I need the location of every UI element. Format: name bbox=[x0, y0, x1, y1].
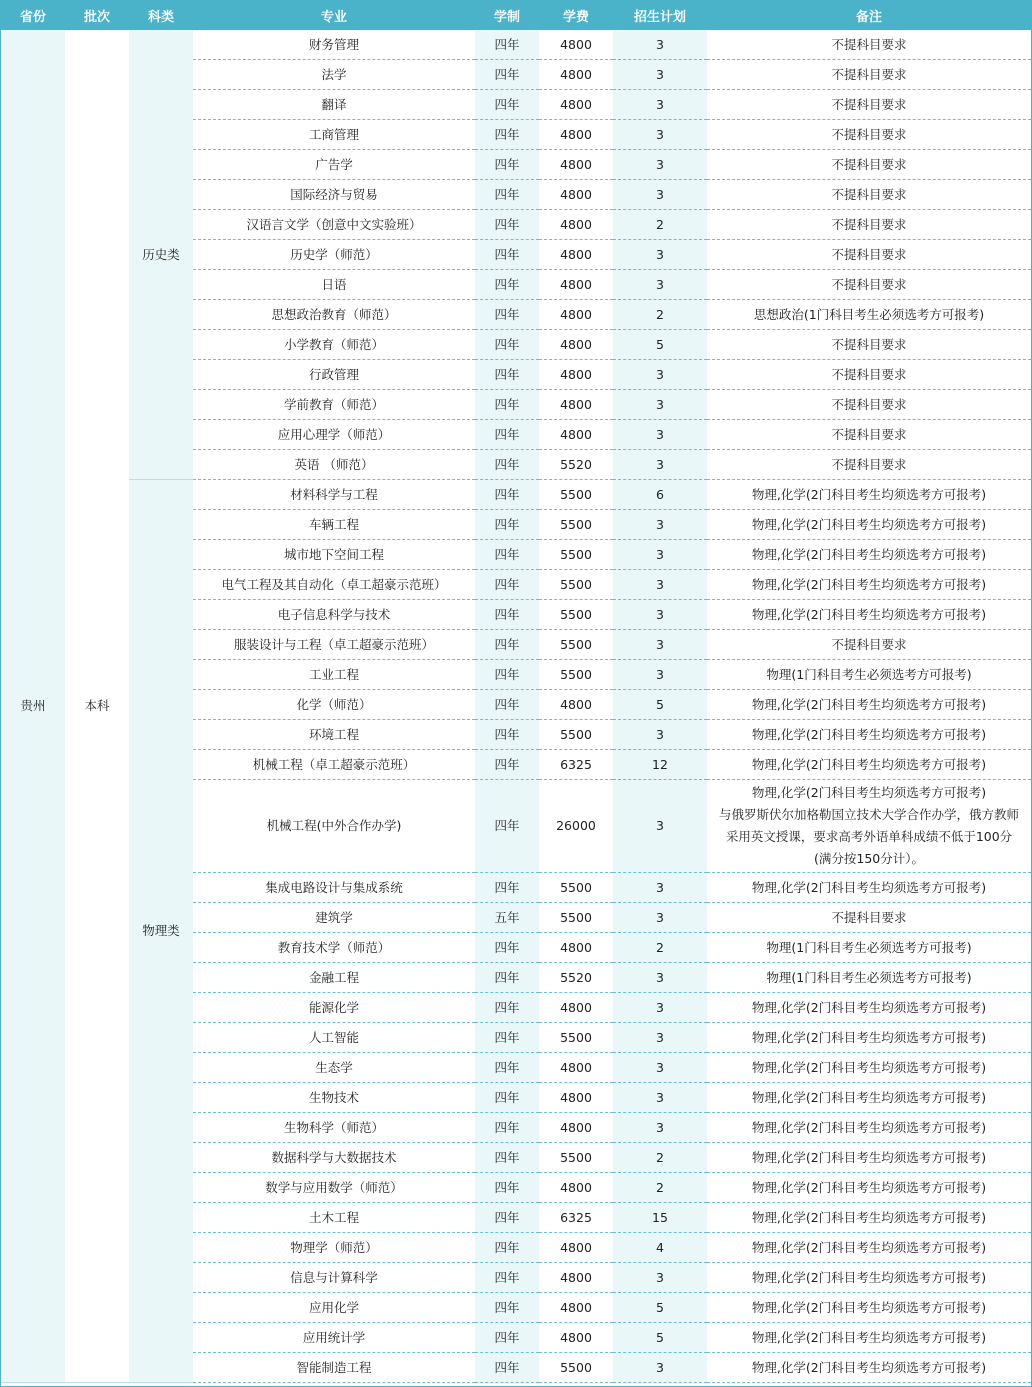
header-province: 省份 bbox=[1, 0, 65, 30]
tuition-cell: 4800 bbox=[539, 390, 613, 420]
remarks-cell bbox=[707, 540, 1031, 570]
plan-cell: 3 bbox=[613, 660, 707, 690]
major-cell: 金融工程 bbox=[193, 963, 475, 993]
plan-cell: 2 bbox=[613, 933, 707, 963]
remarks-cell bbox=[707, 963, 1031, 993]
header-major: 专业 bbox=[193, 0, 475, 30]
major-cell: 材料科学与工程 bbox=[193, 480, 475, 510]
major-cell: 应用统计学 bbox=[193, 1323, 475, 1353]
duration-cell: 四年 bbox=[475, 933, 539, 963]
plan-cell: 3 bbox=[613, 30, 707, 60]
major-cell: 物理学（师范） bbox=[193, 1233, 475, 1263]
major-cell: 翻译 bbox=[193, 90, 475, 120]
major-cell: 车辆工程 bbox=[193, 510, 475, 540]
tuition-cell: 5500 bbox=[539, 873, 613, 903]
tuition-cell: 4800 bbox=[539, 690, 613, 720]
plan-cell: 3 bbox=[613, 873, 707, 903]
plan-cell: 3 bbox=[613, 510, 707, 540]
plan-cell: 3 bbox=[613, 90, 707, 120]
plan-cell: 3 bbox=[613, 420, 707, 450]
duration-cell: 四年 bbox=[475, 60, 539, 90]
duration-cell: 四年 bbox=[475, 690, 539, 720]
major-cell: 生态学 bbox=[193, 1053, 475, 1083]
plan-cell: 3 bbox=[613, 450, 707, 480]
duration-cell: 四年 bbox=[475, 873, 539, 903]
tuition-cell: 6325 bbox=[539, 1203, 613, 1233]
remarks-line: 不提科目要求 bbox=[831, 156, 907, 172]
plan-cell: 3 bbox=[613, 120, 707, 150]
remarks-line: 物理,化学(2门科目考生均须选考方可报考) bbox=[751, 606, 987, 622]
major-cell: 英语 （师范） bbox=[193, 450, 475, 480]
tuition-cell: 5500 bbox=[539, 600, 613, 630]
category-cell: 历史类 bbox=[129, 30, 193, 480]
remarks-line: 物理,化学(2门科目考生均须选考方可报考) bbox=[751, 1299, 987, 1315]
duration-cell: 四年 bbox=[475, 540, 539, 570]
duration-cell: 四年 bbox=[475, 120, 539, 150]
major-cell: 能源化学 bbox=[193, 993, 475, 1023]
tuition-cell: 4800 bbox=[539, 1323, 613, 1353]
table-row bbox=[1, 480, 1031, 510]
tuition-cell: 4800 bbox=[539, 120, 613, 150]
duration-cell: 四年 bbox=[475, 450, 539, 480]
duration-cell: 四年 bbox=[475, 150, 539, 180]
plan-cell: 3 bbox=[613, 1113, 707, 1143]
plan-cell: 3 bbox=[613, 630, 707, 660]
duration-cell: 四年 bbox=[475, 780, 539, 873]
tuition-cell: 4800 bbox=[539, 270, 613, 300]
plan-cell: 5 bbox=[613, 1293, 707, 1323]
plan-cell: 3 bbox=[613, 600, 707, 630]
remarks-cell bbox=[707, 1023, 1031, 1053]
remarks-line: 物理(1门科目考生必须选考方可报考) bbox=[766, 666, 972, 682]
category-cell: 物理类 bbox=[129, 480, 193, 1383]
duration-cell: 四年 bbox=[475, 210, 539, 240]
remarks-line: 物理,化学(2门科目考生均须选考方可报考) bbox=[751, 999, 987, 1015]
plan-cell: 15 bbox=[613, 1203, 707, 1233]
tuition-cell: 5500 bbox=[539, 903, 613, 933]
tuition-cell: 4800 bbox=[539, 993, 613, 1023]
remarks-line: 物理,化学(2门科目考生均须选考方可报考) bbox=[751, 1149, 987, 1165]
plan-cell: 5 bbox=[613, 690, 707, 720]
duration-cell: 四年 bbox=[475, 420, 539, 450]
province-cell: 贵州 bbox=[1, 30, 65, 1383]
major-cell: 土木工程 bbox=[193, 1203, 475, 1233]
major-cell: 机械工程(中外合作办学) bbox=[193, 780, 475, 873]
remarks-cell bbox=[707, 660, 1031, 690]
major-cell: 法学 bbox=[193, 60, 475, 90]
remarks-line: 物理,化学(2门科目考生均须选考方可报考) bbox=[751, 785, 987, 800]
major-cell: 信息与计算科学 bbox=[193, 1263, 475, 1293]
duration-cell: 四年 bbox=[475, 1203, 539, 1233]
duration-cell: 四年 bbox=[475, 1293, 539, 1323]
duration-cell: 四年 bbox=[475, 750, 539, 780]
plan-cell: 3 bbox=[613, 60, 707, 90]
remarks-cell bbox=[707, 690, 1031, 720]
plan-cell: 3 bbox=[613, 903, 707, 933]
tuition-cell: 26000 bbox=[539, 780, 613, 873]
major-cell: 机械工程（卓工超豪示范班） bbox=[193, 750, 475, 780]
major-cell: 小学教育（师范） bbox=[193, 330, 475, 360]
table-row bbox=[1, 30, 1031, 60]
remarks-line: 物理,化学(2门科目考生均须选考方可报考) bbox=[751, 696, 987, 712]
remarks-cell bbox=[707, 600, 1031, 630]
plan-cell: 2 bbox=[613, 1173, 707, 1203]
major-cell: 应用化学 bbox=[193, 1293, 475, 1323]
major-cell: 工商管理 bbox=[193, 120, 475, 150]
major-cell: 生物技术 bbox=[193, 1083, 475, 1113]
tuition-cell: 4800 bbox=[539, 330, 613, 360]
major-cell: 化学（师范） bbox=[193, 690, 475, 720]
duration-cell: 四年 bbox=[475, 1023, 539, 1053]
remarks-line: 不提科目要求 bbox=[831, 456, 907, 472]
remarks-cell bbox=[707, 1353, 1031, 1383]
remarks-cell bbox=[707, 210, 1031, 240]
duration-cell: 四年 bbox=[475, 1143, 539, 1173]
tuition-cell: 4800 bbox=[539, 300, 613, 330]
header-plan: 招生计划 bbox=[613, 0, 707, 30]
remarks-cell bbox=[707, 240, 1031, 270]
remarks-line: 物理,化学(2门科目考生均须选考方可报考) bbox=[751, 546, 987, 562]
remarks-cell bbox=[707, 1083, 1031, 1113]
tuition-cell: 4800 bbox=[539, 1233, 613, 1263]
tuition-cell: 5500 bbox=[539, 720, 613, 750]
remarks-cell bbox=[707, 933, 1031, 963]
tuition-cell: 5520 bbox=[539, 450, 613, 480]
tuition-cell: 5500 bbox=[539, 1023, 613, 1053]
remarks-line: 物理,化学(2门科目考生均须选考方可报考) bbox=[751, 1239, 987, 1255]
major-cell: 日语 bbox=[193, 270, 475, 300]
remarks-cell bbox=[707, 180, 1031, 210]
major-cell: 思想政治教育（师范） bbox=[193, 300, 475, 330]
plan-cell: 5 bbox=[613, 1323, 707, 1353]
tuition-cell: 5500 bbox=[539, 1353, 613, 1383]
remarks-cell bbox=[707, 1323, 1031, 1353]
remarks-cell bbox=[707, 60, 1031, 90]
duration-cell: 四年 bbox=[475, 570, 539, 600]
duration-cell: 四年 bbox=[475, 300, 539, 330]
plan-cell: 3 bbox=[613, 270, 707, 300]
remarks-cell bbox=[707, 993, 1031, 1023]
remarks-cell bbox=[707, 330, 1031, 360]
duration-cell: 四年 bbox=[475, 240, 539, 270]
tuition-cell: 4800 bbox=[539, 360, 613, 390]
remarks-line: 物理,化学(2门科目考生均须选考方可报考) bbox=[751, 1059, 987, 1075]
duration-cell: 四年 bbox=[475, 630, 539, 660]
remarks-cell bbox=[707, 450, 1031, 480]
plan-cell: 2 bbox=[613, 1143, 707, 1173]
remarks-cell bbox=[707, 270, 1031, 300]
plan-cell: 3 bbox=[613, 240, 707, 270]
plan-cell: 3 bbox=[613, 570, 707, 600]
remarks-cell bbox=[707, 150, 1031, 180]
remarks-cell bbox=[707, 720, 1031, 750]
plan-cell: 3 bbox=[613, 540, 707, 570]
major-cell: 电子信息科学与技术 bbox=[193, 600, 475, 630]
tuition-cell: 5500 bbox=[539, 570, 613, 600]
major-cell: 财务管理 bbox=[193, 30, 475, 60]
duration-cell: 四年 bbox=[475, 330, 539, 360]
tuition-cell: 4800 bbox=[539, 90, 613, 120]
major-cell: 汉语言文学（创意中文实验班） bbox=[193, 210, 475, 240]
plan-cell: 3 bbox=[613, 1083, 707, 1113]
plan-cell: 12 bbox=[613, 750, 707, 780]
remarks-line: (满分按150分计）。 bbox=[814, 851, 924, 866]
major-cell: 环境工程 bbox=[193, 720, 475, 750]
major-cell: 服装设计与工程（卓工超豪示范班） bbox=[193, 630, 475, 660]
duration-cell: 四年 bbox=[475, 993, 539, 1023]
remarks-cell bbox=[707, 1113, 1031, 1143]
plan-cell: 3 bbox=[613, 780, 707, 873]
major-cell: 建筑学 bbox=[193, 903, 475, 933]
remarks-line: 物理,化学(2门科目考生均须选考方可报考) bbox=[751, 756, 987, 772]
tuition-cell: 4800 bbox=[539, 1263, 613, 1293]
tuition-cell: 5520 bbox=[539, 963, 613, 993]
remarks-line: 物理,化学(2门科目考生均须选考方可报考) bbox=[751, 726, 987, 742]
remarks-cell bbox=[707, 750, 1031, 780]
duration-cell: 四年 bbox=[475, 1083, 539, 1113]
remarks-cell bbox=[707, 1263, 1031, 1293]
major-cell: 教育技术学（师范） bbox=[193, 933, 475, 963]
remarks-cell bbox=[707, 480, 1031, 510]
plan-cell: 3 bbox=[613, 390, 707, 420]
remarks-line: 不提科目要求 bbox=[831, 426, 907, 442]
remarks-line: 物理,化学(2门科目考生均须选考方可报考) bbox=[751, 879, 987, 895]
major-cell: 历史学（师范） bbox=[193, 240, 475, 270]
plan-cell: 3 bbox=[613, 150, 707, 180]
major-cell: 城市地下空间工程 bbox=[193, 540, 475, 570]
plan-cell: 3 bbox=[613, 720, 707, 750]
remarks-line: 物理,化学(2门科目考生均须选考方可报考) bbox=[751, 1269, 987, 1285]
remarks-line: 不提科目要求 bbox=[831, 909, 907, 925]
header-row bbox=[1, 0, 1031, 30]
tuition-cell: 4800 bbox=[539, 150, 613, 180]
remarks-cell bbox=[707, 90, 1031, 120]
plan-cell: 2 bbox=[613, 210, 707, 240]
major-cell: 人工智能 bbox=[193, 1023, 475, 1053]
tuition-cell: 4800 bbox=[539, 60, 613, 90]
remarks-line: 物理,化学(2门科目考生均须选考方可报考) bbox=[751, 1209, 987, 1225]
remarks-line: 物理,化学(2门科目考生均须选考方可报考) bbox=[751, 576, 987, 592]
remarks-cell bbox=[707, 1203, 1031, 1233]
duration-cell: 四年 bbox=[475, 510, 539, 540]
header-remarks: 备注 bbox=[707, 0, 1031, 30]
remarks-cell bbox=[707, 120, 1031, 150]
plan-cell: 4 bbox=[613, 1233, 707, 1263]
duration-cell: 四年 bbox=[475, 90, 539, 120]
plan-cell: 3 bbox=[613, 1353, 707, 1383]
remarks-line: 不提科目要求 bbox=[831, 276, 907, 292]
remarks-line: 物理,化学(2门科目考生均须选考方可报考) bbox=[751, 1179, 987, 1195]
major-cell: 国际经济与贸易 bbox=[193, 180, 475, 210]
remarks-cell bbox=[707, 1143, 1031, 1173]
remarks-line: 不提科目要求 bbox=[831, 186, 907, 202]
plan-cell: 3 bbox=[613, 963, 707, 993]
remarks-cell bbox=[707, 30, 1031, 60]
duration-cell: 四年 bbox=[475, 963, 539, 993]
plan-cell: 3 bbox=[613, 1053, 707, 1083]
major-cell: 智能制造工程 bbox=[193, 1353, 475, 1383]
remarks-cell bbox=[707, 420, 1031, 450]
major-cell: 集成电路设计与集成系统 bbox=[193, 873, 475, 903]
remarks-line: 不提科目要求 bbox=[831, 126, 907, 142]
duration-cell: 四年 bbox=[475, 180, 539, 210]
table-body bbox=[1, 30, 1031, 1383]
tuition-cell: 5500 bbox=[539, 1143, 613, 1173]
remarks-line: 物理,化学(2门科目考生均须选考方可报考) bbox=[751, 486, 987, 502]
duration-cell: 四年 bbox=[475, 720, 539, 750]
remarks-cell bbox=[707, 873, 1031, 903]
remarks-cell bbox=[707, 300, 1031, 330]
remarks-cell bbox=[707, 1293, 1031, 1323]
remarks-line: 思想政治(1门科目考生必须选考方可报考) bbox=[753, 306, 985, 322]
header-batch: 批次 bbox=[65, 0, 129, 30]
major-cell: 行政管理 bbox=[193, 360, 475, 390]
remarks-line: 采用英文授课，要求高考外语单科成绩不低于100分 bbox=[725, 829, 1013, 844]
duration-cell: 四年 bbox=[475, 1323, 539, 1353]
duration-cell: 四年 bbox=[475, 360, 539, 390]
remarks-line: 不提科目要求 bbox=[831, 96, 907, 112]
tuition-cell: 4800 bbox=[539, 1293, 613, 1323]
remarks-line: 不提科目要求 bbox=[831, 216, 907, 232]
major-cell: 应用心理学（师范） bbox=[193, 420, 475, 450]
duration-cell: 四年 bbox=[475, 1263, 539, 1293]
remarks-line: 物理,化学(2门科目考生均须选考方可报考) bbox=[751, 1029, 987, 1045]
major-cell: 电气工程及其自动化（卓工超豪示范班） bbox=[193, 570, 475, 600]
remarks-line: 物理,化学(2门科目考生均须选考方可报考) bbox=[751, 1329, 987, 1345]
remarks-cell bbox=[707, 780, 1031, 873]
tuition-cell: 4800 bbox=[539, 1173, 613, 1203]
tuition-cell: 5500 bbox=[539, 480, 613, 510]
major-cell: 工业工程 bbox=[193, 660, 475, 690]
plan-cell: 5 bbox=[613, 330, 707, 360]
tuition-cell: 5500 bbox=[539, 540, 613, 570]
remarks-line: 物理(1门科目考生必须选考方可报考) bbox=[766, 939, 972, 955]
remarks-cell bbox=[707, 570, 1031, 600]
duration-cell: 五年 bbox=[475, 903, 539, 933]
duration-cell: 四年 bbox=[475, 480, 539, 510]
remarks-line: 物理,化学(2门科目考生均须选考方可报考) bbox=[751, 1089, 987, 1105]
major-cell: 数据科学与大数据技术 bbox=[193, 1143, 475, 1173]
header-tuition: 学费 bbox=[539, 0, 613, 30]
tuition-cell: 5500 bbox=[539, 630, 613, 660]
tuition-cell: 4800 bbox=[539, 30, 613, 60]
remarks-line: 物理,化学(2门科目考生均须选考方可报考) bbox=[751, 1359, 987, 1375]
duration-cell: 四年 bbox=[475, 30, 539, 60]
duration-cell: 四年 bbox=[475, 1173, 539, 1203]
remarks-line: 不提科目要求 bbox=[831, 396, 907, 412]
duration-cell: 四年 bbox=[475, 660, 539, 690]
remarks-line: 不提科目要求 bbox=[831, 36, 907, 52]
remarks-line: 物理(1门科目考生必须选考方可报考) bbox=[766, 969, 972, 985]
header-duration: 学制 bbox=[475, 0, 539, 30]
admission-plan-table bbox=[1, 0, 1031, 1383]
remarks-cell bbox=[707, 1233, 1031, 1263]
major-cell: 广告学 bbox=[193, 150, 475, 180]
remarks-cell bbox=[707, 510, 1031, 540]
tuition-cell: 4800 bbox=[539, 1113, 613, 1143]
duration-cell: 四年 bbox=[475, 600, 539, 630]
batch-cell: 本科 bbox=[65, 30, 129, 1383]
remarks-cell bbox=[707, 390, 1031, 420]
remarks-line: 不提科目要求 bbox=[831, 246, 907, 262]
plan-cell: 3 bbox=[613, 1023, 707, 1053]
remarks-line: 物理,化学(2门科目考生均须选考方可报考) bbox=[751, 516, 987, 532]
tuition-cell: 5500 bbox=[539, 510, 613, 540]
remarks-cell bbox=[707, 903, 1031, 933]
plan-cell: 6 bbox=[613, 480, 707, 510]
plan-cell: 3 bbox=[613, 180, 707, 210]
remarks-cell bbox=[707, 630, 1031, 660]
remarks-line: 不提科目要求 bbox=[831, 336, 907, 352]
major-cell: 数学与应用数学（师范） bbox=[193, 1173, 475, 1203]
duration-cell: 四年 bbox=[475, 1233, 539, 1263]
remarks-line: 不提科目要求 bbox=[831, 636, 907, 652]
tuition-cell: 4800 bbox=[539, 420, 613, 450]
tuition-cell: 4800 bbox=[539, 210, 613, 240]
remarks-cell bbox=[707, 1173, 1031, 1203]
plan-cell: 2 bbox=[613, 300, 707, 330]
tuition-cell: 4800 bbox=[539, 1083, 613, 1113]
remarks-line: 物理,化学(2门科目考生均须选考方可报考) bbox=[751, 1119, 987, 1135]
table-header bbox=[1, 0, 1031, 30]
tuition-cell: 4800 bbox=[539, 933, 613, 963]
remarks-cell bbox=[707, 1053, 1031, 1083]
duration-cell: 四年 bbox=[475, 1353, 539, 1383]
tuition-cell: 4800 bbox=[539, 240, 613, 270]
remarks-line: 不提科目要求 bbox=[831, 66, 907, 82]
remarks-line: 与俄罗斯伏尔加格勒国立技术大学合作办学，俄方教师 bbox=[718, 807, 1019, 822]
plan-cell: 3 bbox=[613, 360, 707, 390]
tuition-cell: 4800 bbox=[539, 1053, 613, 1083]
major-cell: 学前教育（师范） bbox=[193, 390, 475, 420]
duration-cell: 四年 bbox=[475, 390, 539, 420]
duration-cell: 四年 bbox=[475, 270, 539, 300]
duration-cell: 四年 bbox=[475, 1053, 539, 1083]
major-cell: 生物科学（师范） bbox=[193, 1113, 475, 1143]
tuition-cell: 4800 bbox=[539, 180, 613, 210]
plan-cell: 3 bbox=[613, 993, 707, 1023]
remarks-line: 不提科目要求 bbox=[831, 366, 907, 382]
header-category: 科类 bbox=[129, 0, 193, 30]
remarks-cell bbox=[707, 360, 1031, 390]
duration-cell: 四年 bbox=[475, 1113, 539, 1143]
tuition-cell: 5500 bbox=[539, 660, 613, 690]
plan-cell: 3 bbox=[613, 1263, 707, 1293]
tuition-cell: 6325 bbox=[539, 750, 613, 780]
